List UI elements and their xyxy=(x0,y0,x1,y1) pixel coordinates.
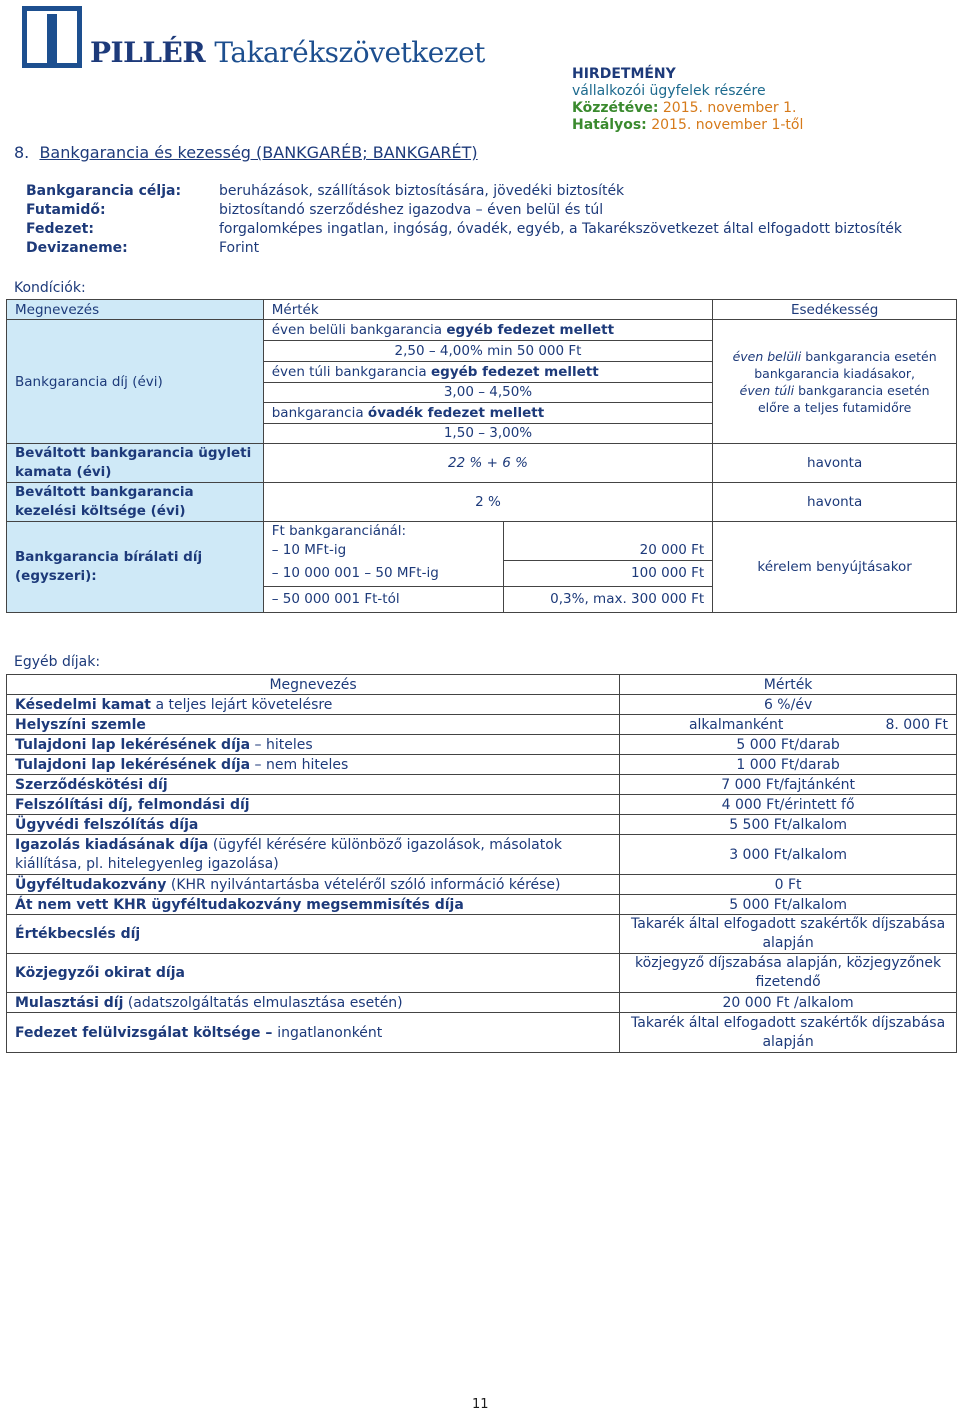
section-title-text: Bankgarancia és kezesség (BANKGARÉB; BANKGARÉT) xyxy=(39,143,478,162)
effective-date: 2015. november 1-től xyxy=(651,117,804,133)
fee-value: 20 000 Ft /alkalom xyxy=(620,993,957,1013)
table-row xyxy=(7,875,957,895)
fee-name-cell xyxy=(7,815,620,835)
other-header-name: Megnevezés xyxy=(7,675,620,695)
due-italic: éven belüli xyxy=(732,348,802,364)
fee-line-bold: óvadék fedezet mellett xyxy=(367,405,545,421)
fee-line: éven belüli bankgarancia xyxy=(271,322,443,338)
fee-value: 5 500 Ft/alkalom xyxy=(620,815,957,835)
fee-name: Bankgarancia díj (évi) xyxy=(7,320,264,444)
table-row xyxy=(7,915,957,954)
notice-header xyxy=(572,66,803,134)
conditions-heading: Kondíciók: xyxy=(14,280,86,296)
fee-name-cell xyxy=(7,993,620,1013)
logo-strong: PILLÉR xyxy=(90,36,206,69)
due-text: előre a teljes futamidőre xyxy=(757,399,912,415)
due-text: bankgarancia kiadásakor, xyxy=(754,365,915,381)
published-date: 2015. november 1. xyxy=(662,100,797,116)
table-row xyxy=(7,993,957,1013)
fee-name-cell xyxy=(7,875,620,895)
param-value: biztosítandó szerződéshez igazodva – éven belül és túl xyxy=(219,202,604,218)
fee-name-rest: – nem hiteles xyxy=(250,756,349,773)
fee-name-cell xyxy=(7,1013,620,1053)
section-number: 8. xyxy=(14,143,30,162)
fee-value-cell xyxy=(620,715,957,735)
fee-rate: 1,50 – 3,00% xyxy=(443,425,533,441)
table-row xyxy=(7,1013,957,1053)
fee-rate: 2,50 – 4,00% min 50 000 Ft xyxy=(264,341,713,362)
table-row xyxy=(7,954,957,993)
notice-title: HIRDETMÉNY xyxy=(572,66,676,82)
fee-name-rest: a teljes lejárt követelésre xyxy=(151,696,333,713)
fee-value: 0 Ft xyxy=(620,875,957,895)
fee-line: éven túli bankgarancia xyxy=(271,364,427,380)
header-due: Esedékesség xyxy=(713,300,957,320)
param-label: Fedezet: xyxy=(26,221,94,237)
review-fee: 0,3%, max. 300 000 Ft xyxy=(503,586,713,612)
fee-name-bold: Fedezet felülvizsgálat költsége – xyxy=(15,1024,278,1041)
fee-name-bold: Késedelmi kamat xyxy=(15,696,151,713)
conditions-table xyxy=(6,299,957,613)
review-fee: 100 000 Ft xyxy=(503,560,713,586)
fee-value: 1 000 Ft/darab xyxy=(620,755,957,775)
table-row xyxy=(7,775,957,795)
fee-name-bold: Tulajdoni lap lekérésének díja xyxy=(15,756,251,773)
fee-line-bold: egyéb fedezet mellett xyxy=(431,364,599,380)
fee-name-bold: Ügyféltudakozvány xyxy=(15,876,167,893)
table-row xyxy=(7,895,957,915)
fee-name-bold: Tulajdoni lap lekérésének díja xyxy=(15,736,251,753)
notice-subtitle: vállalkozói ügyfelek részére xyxy=(572,83,766,99)
fee-value: 3 000 Ft/alkalom xyxy=(620,835,957,875)
review-due: kérelem benyújtásakor xyxy=(713,522,957,613)
handling-value: 2 % xyxy=(263,483,713,522)
due-text: bankgarancia esetén xyxy=(805,348,937,364)
fee-name-rest: ingatlanonként xyxy=(277,1024,383,1041)
fee-name-cell xyxy=(7,895,620,915)
fee-name-rest: (ügyfél kérésére különböző igazolások, másolatok kiállítása, pl. hitelegyenleg igazolása) xyxy=(15,836,562,872)
fee-rate: 3,00 – 4,50% xyxy=(264,383,713,403)
page-number: 11 xyxy=(472,1397,489,1412)
fee-value: alkalmanként xyxy=(688,716,784,733)
review-range: – 50 000 001 Ft-tól xyxy=(263,586,503,612)
fee-name-rest: – hiteles xyxy=(250,736,313,753)
param-value: beruházások, szállítások biztosítására, jövedéki biztosíték xyxy=(219,183,625,199)
fee-name-bold: Mulasztási díj xyxy=(15,994,124,1011)
fee-value: 5 000 Ft/alkalom xyxy=(620,895,957,915)
review-intro: Ft bankgaranciánál: xyxy=(271,523,407,539)
other-fees-table xyxy=(6,674,957,1053)
fee-name-bold: Igazolás kiadásának díja xyxy=(15,836,209,853)
review-tier xyxy=(263,522,503,561)
param-label: Bankgarancia célja: xyxy=(26,183,182,199)
review-range: – 10 MFt-ig xyxy=(271,542,347,558)
fee-name-cell xyxy=(7,915,620,954)
due-text: bankgarancia esetén xyxy=(798,382,930,398)
header-name: Megnevezés xyxy=(7,300,264,320)
fee-name-rest: (KHR nyilvántartásba vételéről szóló információ kérése) xyxy=(166,876,561,893)
interest-value: 22 % + 6 % xyxy=(263,444,713,483)
fee-line-bold: egyéb fedezet mellett xyxy=(446,322,615,338)
fee-due xyxy=(713,320,957,444)
table-row xyxy=(7,695,957,715)
fee-value-amount: 8. 000 Ft xyxy=(885,716,948,733)
fee-value: 4 000 Ft/érintett fő xyxy=(620,795,957,815)
table-row xyxy=(7,795,957,815)
fee-name-bold: Át nem vett KHR ügyféltudakozvány megsemmisítés díja xyxy=(15,896,464,913)
param-value: Forint xyxy=(219,240,260,256)
other-header-measure: Mérték xyxy=(620,675,957,695)
review-name: Bankgarancia bírálati díj (egyszeri): xyxy=(7,522,264,613)
fee-name-bold: Ügyvédi felszólítás díja xyxy=(15,816,199,833)
fee-name-bold: Helyszíni szemle xyxy=(15,716,146,733)
fee-name-cell xyxy=(7,715,620,735)
table-row xyxy=(7,755,957,775)
fee-name-cell xyxy=(7,695,620,715)
param-value: forgalomképes ingatlan, ingóság, óvadék, egyéb, a Takarékszövetkezet által elfogadott biztosíték xyxy=(219,221,902,237)
section-title xyxy=(14,143,478,162)
review-range: – 10 000 001 – 50 MFt-ig xyxy=(263,560,503,586)
review-fee: 20 000 Ft xyxy=(503,522,713,561)
fee-name-bold: Közjegyzői okirat díja xyxy=(15,965,185,981)
due-italic: éven túli xyxy=(739,382,795,398)
fee-name-bold: Értékbecslés díj xyxy=(15,926,141,942)
fee-name-cell xyxy=(7,735,620,755)
fee-name-bold: Felszólítási díj, felmondási díj xyxy=(15,796,250,813)
fee-name-cell xyxy=(7,835,620,875)
logo-wordmark xyxy=(90,36,485,69)
handling-due: havonta xyxy=(713,483,957,522)
table-row xyxy=(7,735,957,755)
table-row xyxy=(7,835,957,875)
param-label: Futamidő: xyxy=(26,202,106,218)
param-label: Devizaneme: xyxy=(26,240,128,256)
interest-name: Beváltott bankgarancia ügyleti kamata (évi) xyxy=(7,444,264,483)
table-row xyxy=(7,715,957,735)
logo-rest: Takarékszövetkezet xyxy=(214,36,485,69)
fee-value: 6 %/év xyxy=(620,695,957,715)
fee-name-cell xyxy=(7,954,620,993)
table-row xyxy=(7,815,957,835)
interest-due: havonta xyxy=(713,444,957,483)
fee-name-cell xyxy=(7,755,620,775)
fee-name-cell xyxy=(7,775,620,795)
published-label: Közzétéve: xyxy=(572,100,659,116)
fee-value: közjegyző díjszabása alapján, közjegyzőnek fizetendő xyxy=(620,954,957,993)
logo-icon xyxy=(22,6,82,68)
fee-measure xyxy=(263,320,713,444)
fee-value: 7 000 Ft/fajtánként xyxy=(620,775,957,795)
other-heading: Egyéb díjak: xyxy=(14,654,101,670)
fee-name-rest: (adatszolgáltatás elmulasztása esetén) xyxy=(123,994,403,1011)
effective-label: Hatályos: xyxy=(572,117,647,133)
handling-name: Beváltott bankgarancia kezelési költsége (évi) xyxy=(7,483,264,522)
fee-value: 5 000 Ft/darab xyxy=(620,735,957,755)
header-measure: Mérték xyxy=(263,300,713,320)
fee-value: Takarék által elfogadott szakértők díjszabása alapján xyxy=(620,1013,957,1053)
fee-name-bold: Szerződéskötési díj xyxy=(15,776,168,793)
fee-name-cell xyxy=(7,795,620,815)
fee-line: bankgarancia xyxy=(271,405,364,421)
fee-value: Takarék által elfogadott szakértők díjszabása alapján xyxy=(620,915,957,954)
